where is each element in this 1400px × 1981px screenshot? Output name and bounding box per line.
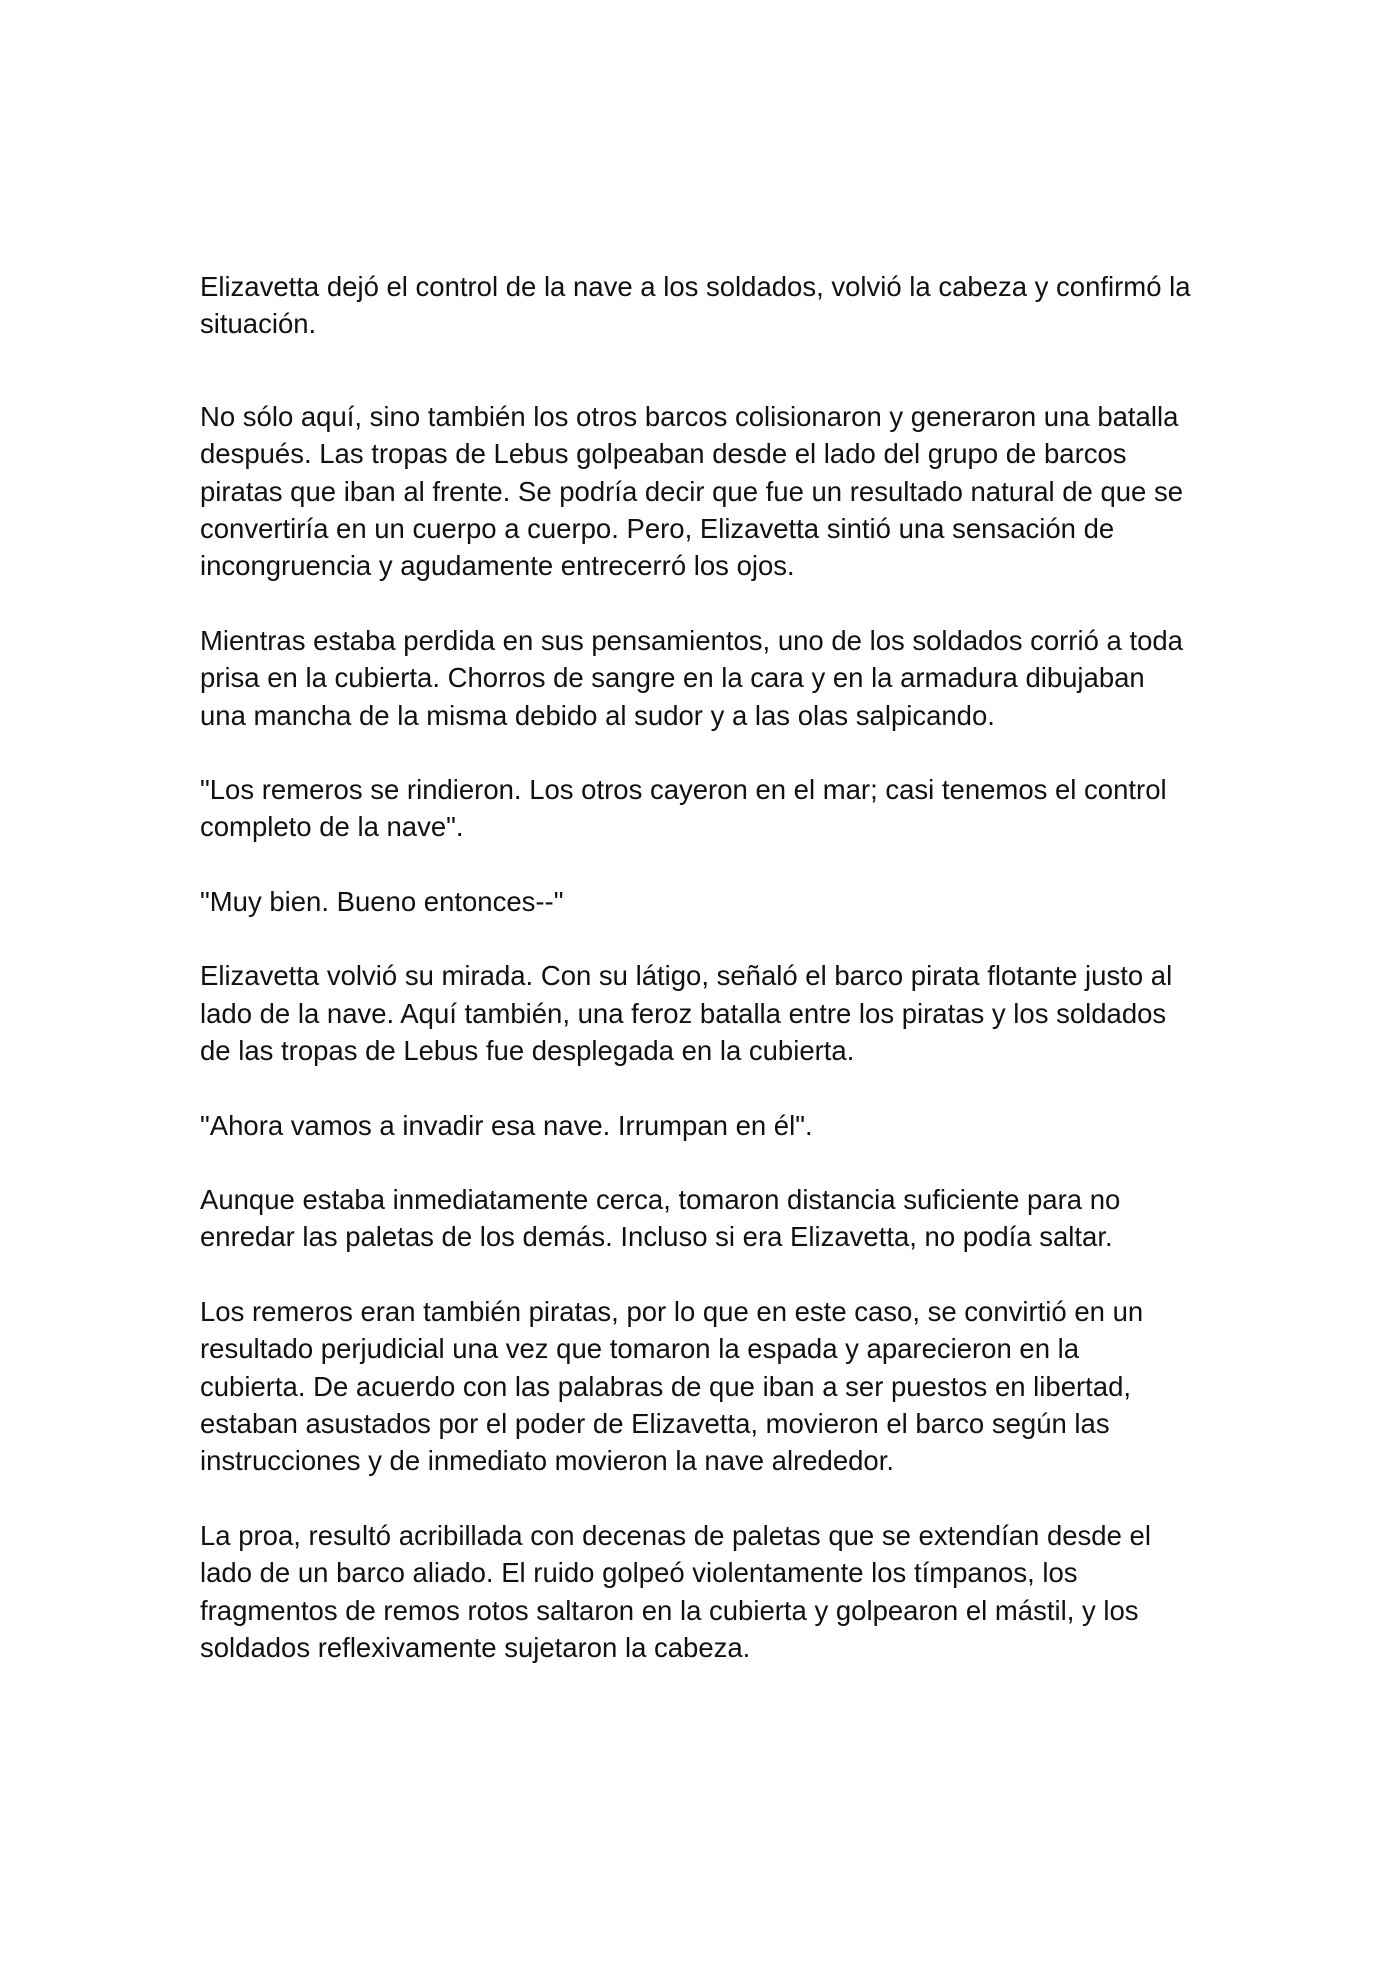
paragraph: Elizavetta volvió su mirada. Con su látigo, señaló el barco pirata flotante justo al lado de la nave. Aquí también, una feroz batalla entre los piratas y los soldados de las tropas de Lebus fue desplegada en la cubierta. bbox=[200, 960, 1173, 1067]
document-body bbox=[200, 268, 1210, 1666]
paragraph: Mientras estaba perdida en sus pensamientos, uno de los soldados corrió a toda prisa en la cubierta. Chorros de sangre en la cara y en la armadura dibujaban una mancha de la misma debido al sudor y a las olas salpicando. bbox=[200, 624, 1183, 731]
paragraph: Los remeros eran también piratas, por lo que en este caso, se convirtió en un resultado perjudicial una vez que tomaron la espada y aparecieron en la cubierta. De acuerdo con las palabras de que iban a ser puestos en libertad, estaban asustados por el poder de Elizavetta, movieron el barco según las instrucciones y de inmediato movieron la nave alrededor. bbox=[200, 1295, 1144, 1477]
paragraph: Elizavetta dejó el control de la nave a los soldados, volvió la cabeza y confirmó la situación. bbox=[200, 271, 1191, 340]
dialogue-paragraph: "Ahora vamos a invadir esa nave. Irrumpan en él". bbox=[200, 1109, 813, 1141]
paragraph: Aunque estaba inmediatamente cerca, tomaron distancia suficiente para no enredar las paletas de los demás. Incluso si era Elizavetta, no podía saltar. bbox=[200, 1183, 1121, 1253]
dialogue-paragraph: "Los remeros se rindieron. Los otros cayeron en el mar; casi tenemos el control completo de la nave". bbox=[200, 774, 1167, 843]
paragraph: No sólo aquí, sino también los otros barcos colisionaron y generaron una batalla después. Las tropas de Lebus golpeaban desde el lado del grupo de barcos piratas que iban al frente. Se podría decir que fue un resultado natural de que se convertiría en un cuerpo a cuerpo. Pero, Elizavetta sintió una sensación de incongruencia y agudamente entrecerró los ojos. bbox=[200, 400, 1184, 582]
paragraph: La proa, resultó acribillada con decenas de paletas que se extendían desde el lado de un barco aliado. El ruido golpeó violentamente los tímpanos, los fragmentos de remos rotos saltaron en la cubierta y golpearon el mástil, y los soldados reflexivamente sujetaron la cabeza. bbox=[200, 1519, 1151, 1663]
dialogue-paragraph: "Muy bien. Bueno entonces--" bbox=[200, 885, 564, 917]
